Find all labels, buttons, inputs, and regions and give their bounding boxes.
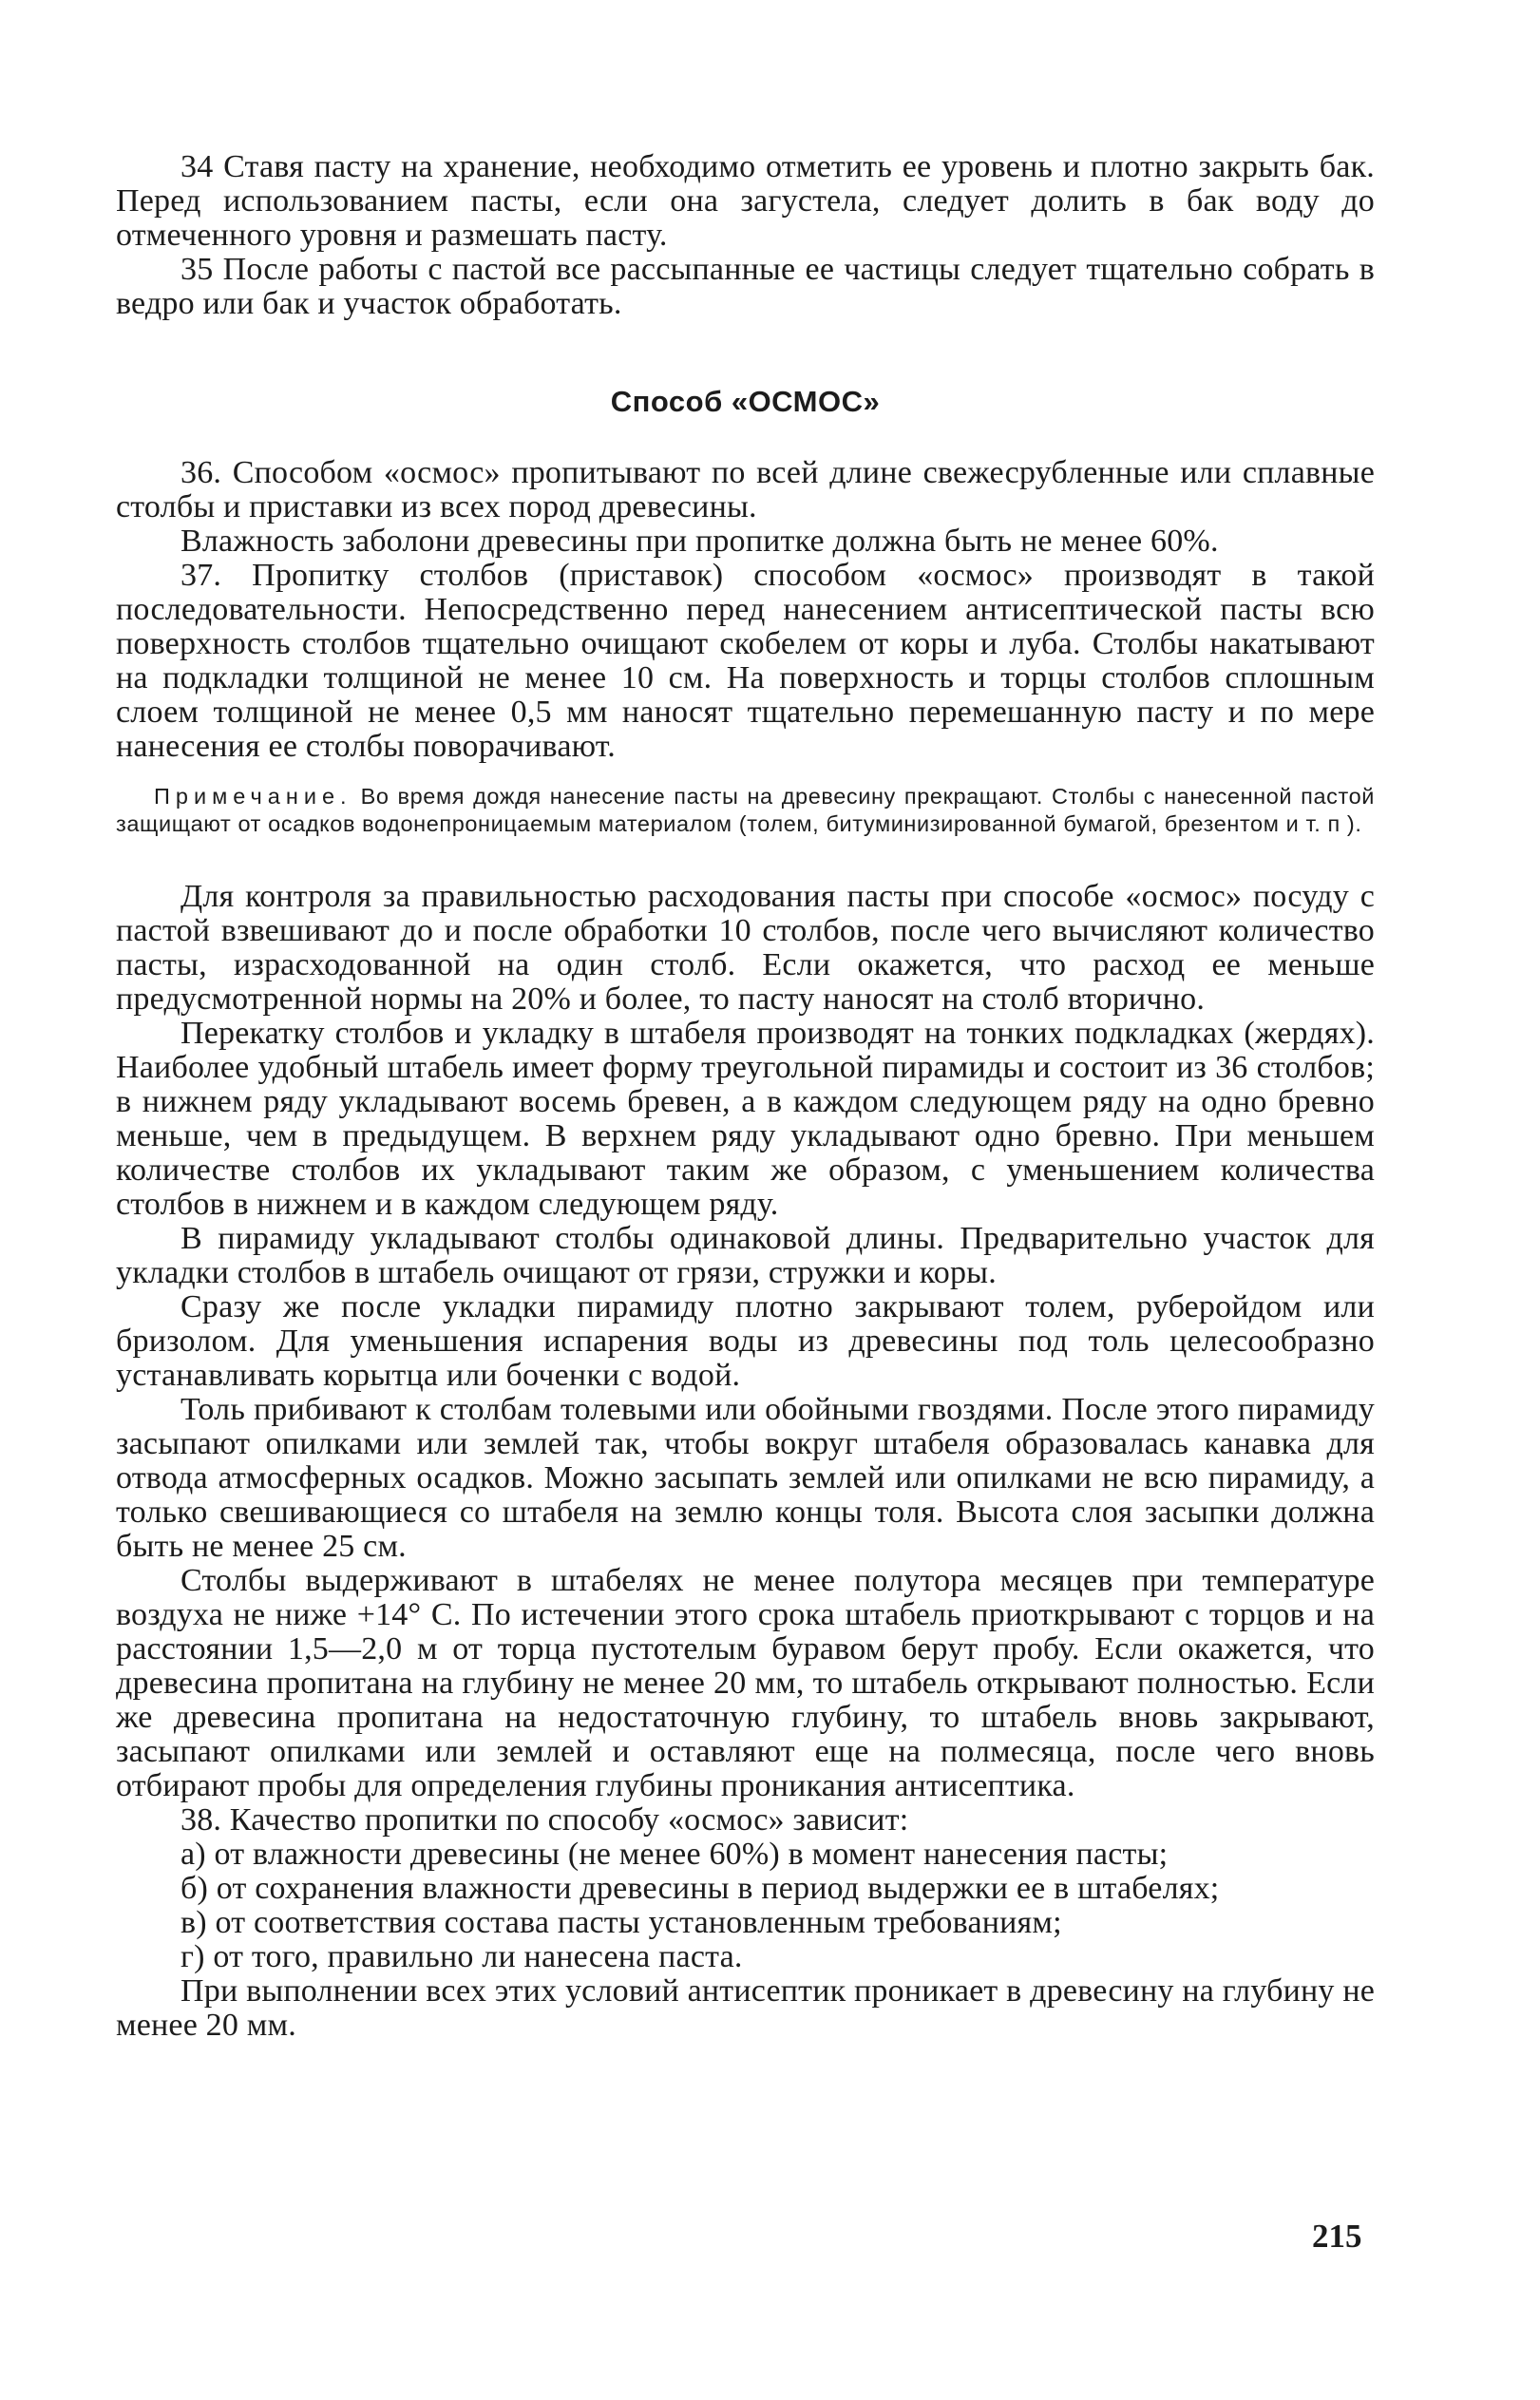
paragraph-34: 34 Ставя пасту на хранение, необходимо отметить ее уровень и плотно закрыть бак. Перед использованием пасты, если она загустела, следует долить в бак воду до отмеченного уровня и размешать пасту. [116, 149, 1375, 253]
paragraph-covering: Сразу же после укладки пирамиду плотно закрывают толем, руберойдом или бризолом. Для уменьшения испарения воды из древесины под толь целесообразно устанавливать корытца или боченки с водой. [116, 1289, 1375, 1393]
paragraph-aging: Столбы выдерживают в штабелях не менее полутора месяцев при температуре воздуха не ниже +14° С. По истечении этого срока штабель приоткрывают с торцов и на расстоянии 1,5—2,0 м от торца пустотелым буравом берут пробу. Если окажется, что древесина пропитана на глубину не менее 20 мм, то штабель открывают полностью. Если же древесина пропитана на недостаточную глубину, то штабель вновь закрывают, засыпают опилками или землей и оставляют еще на полмесяца, после чего вновь отбирают пробы для определения глубины проникания антисептика. [116, 1563, 1375, 1803]
paragraph-pyramid: В пирамиду укладывают столбы одинаковой длины. Предварительно участок для укладки столбов в штабель очищают от грязи, стружки и коры. [116, 1221, 1375, 1290]
note-label: Примечание. [154, 784, 352, 809]
paragraph-stacking: Перекатку столбов и укладку в штабеля производят на тонких подкладках (жердях). Наиболее удобный штабель имеет форму треугольной пирамиды и состоит из 36 столбов; в нижнем ряду укладывают восемь бревен, а в каждом следующем ряду на одно бревно меньше, чем в предыдущем. В верхнем ряду укладывают одно бревно. При меньшем количестве столбов их укладывают таким же образом, с уменьшением количества столбов в нижнем и в каждом следующем ряду. [116, 1016, 1375, 1222]
paragraph-36: 36. Способом «осмос» пропитывают по всей длине свежесрубленные или сплавные столбы и приставки из всех пород древесины. [116, 455, 1375, 524]
paragraph-moisture: Влажность заболони древесины при пропитке должна быть не менее 60%. [181, 524, 1219, 559]
paragraph-control: Для контроля за правильностью расходования пасты при способе «осмос» посуду с пастой взвешивают до и после обработки 10 столбов, после чего вычисляют количество пасты, израсходованной на один столб. Если окажется, что расход ее меньше предусмотренной нормы на 20% и более, то пасту наносят на столб вторично. [116, 879, 1375, 1017]
page-body [116, 150, 1375, 2043]
note [116, 783, 1375, 838]
list-item-g: г) от того, правильно ли нанесена паста. [181, 1939, 743, 1974]
main-text [116, 880, 1375, 2043]
note-text: Во время дождя нанесение пасты на древесину прекращают. Столбы с нанесенной пастой защищают от осадков водонепроницаемым материалом (толем, битуминизированной бумагой, брезентом и т. п ). [116, 784, 1376, 836]
list-item-b: б) от сохранения влажности древесины в период выдержки ее в штабелях; [181, 1871, 1220, 1906]
closing-paragraph: При выполнении всех этих условий антисептик проникает в древесину на глубину не менее 20 мм. [116, 1973, 1375, 2043]
paragraph-38: 38. Качество пропитки по способу «осмос» зависит: [181, 1802, 909, 1838]
section-heading: Способ «ОСМОС» [610, 385, 881, 418]
list-item-a: а) от влажности древесины (не менее 60%) в момент нанесения пасты; [181, 1837, 1169, 1872]
paragraph-roofing: Толь прибивают к столбам толевыми или обойными гвоздями. После этого пирамиду засыпают опилками или землей так, чтобы вокруг штабеля образовалась канавка для отвода атмосферных осадков. Можно засыпать землей или опилками не всю пирамиду, а только свешивающиеся со штабеля на землю концы толя. Высота слоя засыпки должна быть не менее 25 см. [116, 1392, 1375, 1564]
paragraph-35: 35 После работы с пастой все рассыпанные ее частицы следует тщательно собрать в ведро или бак и участок обработать. [116, 252, 1375, 321]
page-number: 215 [1312, 2218, 1362, 2255]
paragraph-37: 37. Пропитку столбов (приставок) способом «осмос» производят в такой последовательности. Непосредственно перед нанесением антисептической пасты всю поверхность столбов тщательно очищают скобелем от коры и луба. Столбы накатывают на подкладки толщиной не менее 10 см. На поверхность и торцы столбов сплошным слоем толщиной не менее 0,5 мм наносят тщательно перемешанную пасту и по мере нанесения ее столбы поворачивают. [116, 558, 1375, 764]
list-item-v: в) от соответствия состава пасты установленным требованиям; [181, 1905, 1062, 1940]
